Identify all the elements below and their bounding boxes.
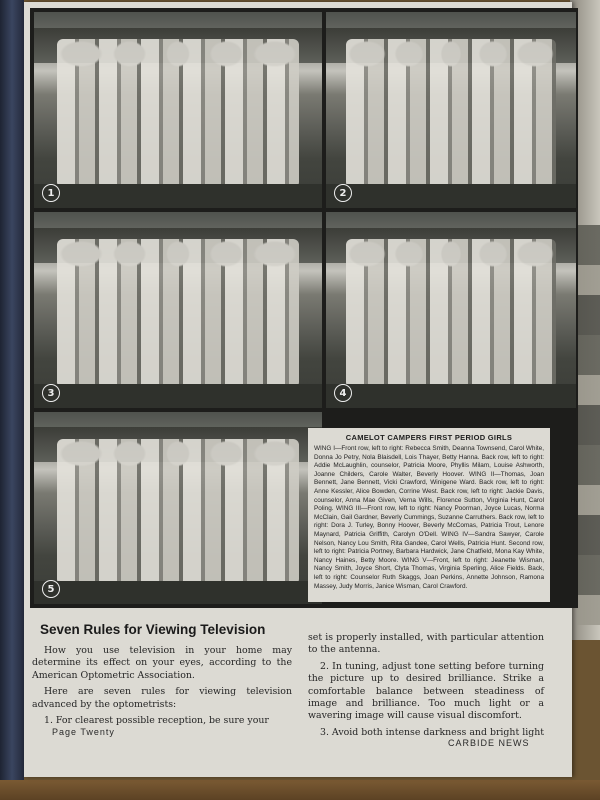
paragraph: How you use television in your home may determine its effect on your eyes, according to the American Optometric Association. xyxy=(32,645,292,681)
binder-edge xyxy=(0,0,24,785)
publication-name: CARBIDE NEWS xyxy=(448,738,530,748)
article-column-left xyxy=(32,645,292,731)
paragraph: set is properly installed, with particular attention to the antenna. xyxy=(308,632,544,656)
photo-number: 3 xyxy=(42,384,60,402)
facing-page-photo xyxy=(576,225,600,625)
page-number: Page Twenty xyxy=(52,727,115,737)
photo-wing-2 xyxy=(326,12,576,208)
photo-caption xyxy=(308,428,550,602)
paragraph: 3. Avoid both intense darkness and bright light xyxy=(320,726,545,738)
photo-number: 1 xyxy=(42,184,60,202)
photo-wing-3 xyxy=(34,212,322,408)
article-column-right xyxy=(308,632,544,743)
paragraph: 2. In tuning, adjust tone setting before turning the picture up to desired brilliance. Strike a comfortable balance between steadiness of image and brilliance. Too much light or a wavering image will cause visual discomfort. xyxy=(308,660,544,722)
paragraph: 1. For clearest possible reception, be sure your xyxy=(44,715,269,727)
photo-number: 4 xyxy=(334,384,352,402)
photo-wing-4 xyxy=(326,212,576,408)
article-title: Seven Rules for Viewing Television xyxy=(40,622,266,637)
photo-wing-5 xyxy=(34,412,322,604)
table-surface xyxy=(0,780,600,800)
photo-number: 2 xyxy=(334,184,352,202)
caption-body: WING I—Front row, left to right: Rebecca Smith, Deanna Townsend, Carol White, Donna Jo Petry, Nola Blaisdell, Lois Thayer, Betty Hanna. Back row, left to right: Addie McLaughlin, counselor, Patricia Moore, Phyllis Milam, Louise Ashworth, Joanne Childers, Carole Walter, Beverly Hoover. WING II—Thomas, Joan Bennett, Jane Bennett, Vicki Crawford, Winigene Ward. Back row, left to right: Anne Kessler, Alice Bowden, Corrine West. Back row, left to right: Jackie Davis, counselor, Anna Mae Given, Verna Wills, Florence Sutton, Virginia Hunt, Carol Poling. WING III—Front row, left to right: Nancy Poorman, Joyce Lucas, Norma McClain, Gail Gardner, Beverly Cummings, Suzanne Carruthers. Back row, left to right: Dora J. Turley, Bonny Hoover, Beverly McComas, Patricia Trout, Lenore Maynard, Patricia Griffith, Carolyn O'Dell. WING IV—Sandra Sawyer, Carole Nelson, Nancy Lou Smith, Rita Gandee, Carol Wells, Patricia Hunt. Second row, left to right: Patricia Portney, Barbara Hardwick, Jane Chatfield, Mona Kay White, Nancy Haines, Betty Moore. WING V—Front, left to right: Jeanette Wisman, Nancy Smith, Joyce Short, Clyta Thomas, Virginia Sperling, Alice Fields. Back, left to right: Counselor Ruth Skaggs, Joan Perkins, Annette Johnson, Ramona Massey, Judy Morris, Janice Wisman, Carol Crawford. xyxy=(314,445,544,590)
paragraph: Here are seven rules for viewing television advanced by the optometrists: xyxy=(32,686,292,710)
caption-title: CAMELOT CAMPERS FIRST PERIOD GIRLS xyxy=(345,433,513,442)
photo-number: 5 xyxy=(42,580,60,598)
photo-wing-1 xyxy=(34,12,322,208)
